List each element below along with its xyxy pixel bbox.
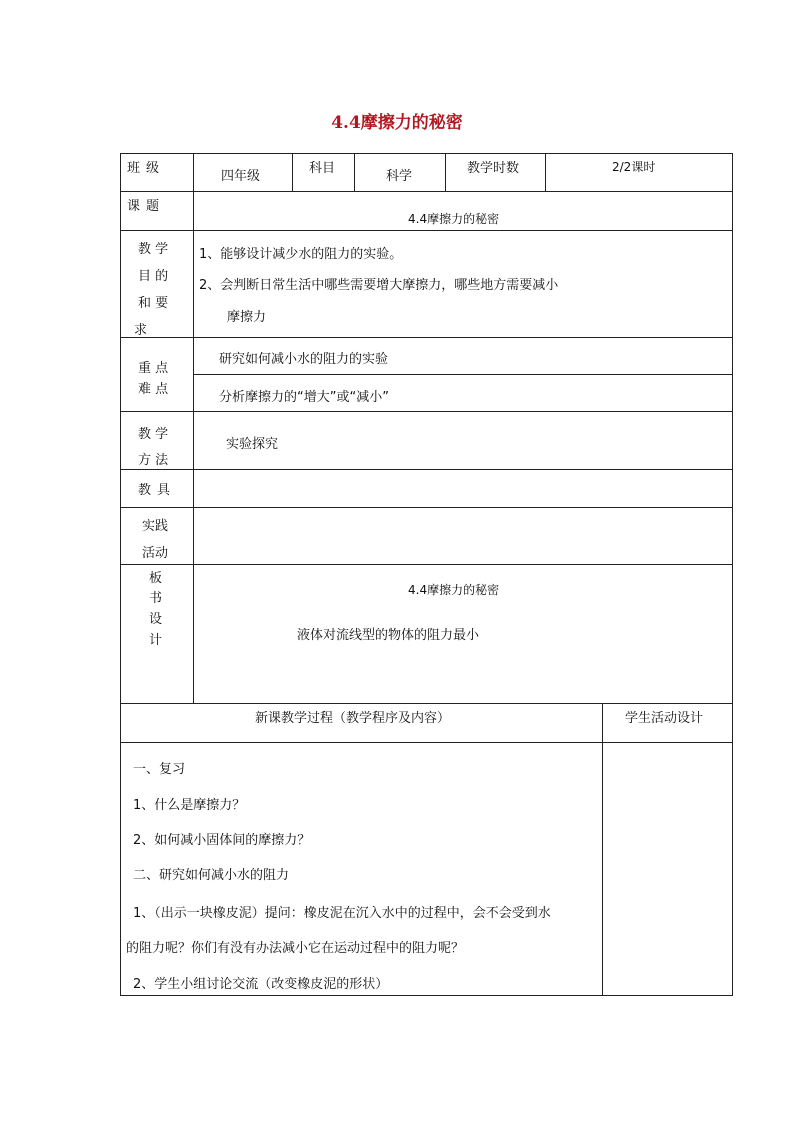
border-line — [120, 191, 733, 192]
border-line — [120, 337, 733, 338]
board-label-3: 设 — [149, 612, 163, 627]
border-line — [445, 153, 446, 192]
border-line — [120, 469, 733, 470]
method-label-1: 教 学 — [138, 427, 169, 442]
border-line — [354, 153, 355, 192]
border-line — [120, 507, 733, 508]
subject-value: 科学 — [386, 169, 413, 184]
process-line: 2、如何减小固体间的摩擦力？ — [133, 833, 311, 848]
key-points-label-1: 重 点 — [138, 361, 169, 376]
class-value: 四年级 — [221, 169, 261, 184]
method-label-2: 方 法 — [138, 453, 169, 468]
topic-label: 课题 — [127, 199, 166, 214]
hours-label: 教学时数 — [467, 161, 520, 176]
border-line — [292, 153, 293, 192]
border-line — [120, 703, 733, 704]
hours-value: 2/2课时 — [612, 160, 656, 174]
tools-label: 教具 — [138, 483, 177, 498]
process-line: 二、研究如何减小水的阻力 — [133, 868, 290, 883]
border-line — [193, 374, 733, 375]
objective-line-2: 2、会判断日常生活中哪些需要增大摩擦力，哪些地方需要减小 — [199, 278, 559, 293]
border-line — [120, 742, 733, 743]
process-line: 的阻力呢？你们有没有办法减小它在运动过程中的阻力呢？ — [126, 941, 465, 956]
border-line — [120, 153, 733, 154]
process-line: 1、什么是摩擦力？ — [133, 798, 246, 813]
practice-label-1: 实践 — [142, 519, 169, 534]
objectives-label-1: 教 学 — [138, 242, 169, 257]
board-label-4: 计 — [149, 633, 163, 648]
process-line: 1、（出示一块橡皮泥）提问：橡皮泥在沉入水中的过程中，会不会受到水 — [133, 906, 551, 921]
board-content: 液体对流线型的物体的阻力最小 — [297, 628, 480, 643]
border-line — [120, 564, 733, 565]
border-line — [602, 703, 603, 996]
class-label: 班级 — [127, 161, 166, 176]
key-point: 研究如何减小水的阻力的实验 — [219, 352, 389, 367]
border-line — [120, 411, 733, 412]
board-title: 4.4摩擦力的秘密 — [408, 583, 500, 597]
subject-label: 科目 — [309, 161, 336, 176]
border-line — [120, 153, 121, 996]
difficult-point: 分析摩擦力的“增大”或“减小” — [219, 390, 389, 405]
method-value: 实验探究 — [226, 437, 279, 452]
student-activity-header: 学生活动设计 — [625, 711, 704, 726]
board-label-2: 书 — [149, 591, 163, 606]
key-points-label-2: 难 点 — [138, 382, 169, 397]
border-line — [193, 153, 194, 704]
objectives-label-2: 目 的 — [138, 269, 169, 284]
objective-line-1: 1、能够设计减少水的阻力的实验。 — [199, 247, 403, 262]
border-line — [120, 995, 733, 996]
border-line — [732, 153, 733, 996]
border-line — [545, 153, 546, 192]
process-header: 新课教学过程（教学程序及内容） — [255, 711, 451, 726]
objectives-label-3: 和 要 — [138, 296, 169, 311]
process-line: 一、复习 — [133, 762, 186, 777]
objective-line-3: 摩擦力 — [227, 310, 267, 325]
page-title: 4.4摩擦力的秘密 — [331, 113, 463, 133]
border-line — [120, 230, 733, 231]
topic-value: 4.4摩擦力的秘密 — [408, 212, 500, 226]
objectives-label-4: 求 — [134, 323, 148, 338]
process-line: 2、学生小组讨论交流（改变橡皮泥的形状） — [133, 977, 389, 992]
practice-label-2: 活动 — [142, 546, 169, 561]
board-label-1: 板 — [149, 571, 163, 586]
